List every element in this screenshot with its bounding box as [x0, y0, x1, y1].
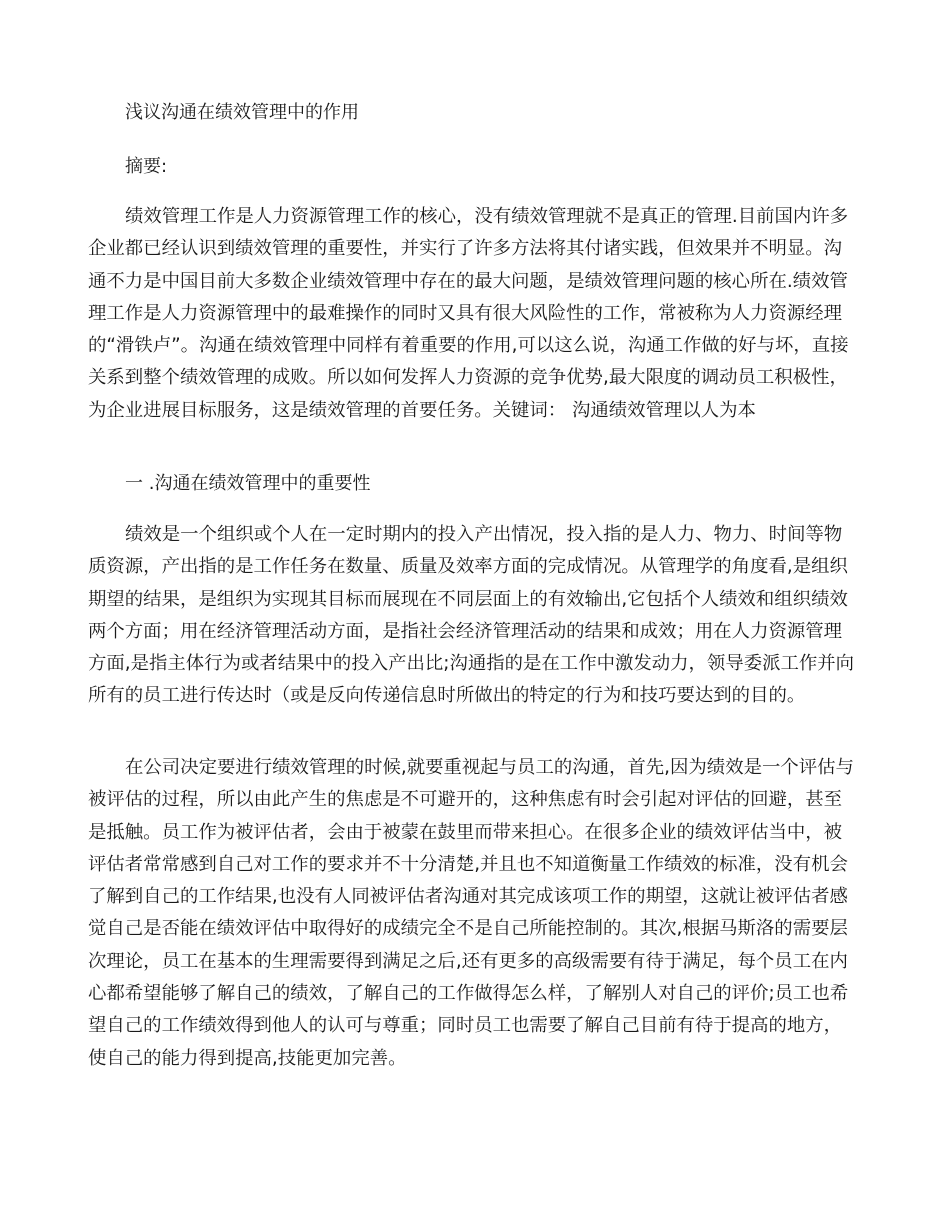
paragraph-line: 心都希望能够了解自己的绩效，了解自己的工作做得怎么样，了解别人对自己的评价;员工也希 [88, 983, 849, 1005]
abstract-line: 的“滑铁卢”。沟通在绩效管理中同样有着重要的作用,可以这么说，沟通工作做的好与坏，直接 [88, 335, 849, 357]
abstract-paragraph [88, 201, 868, 427]
paragraph-line: 被评估的过程，所以由此产生的焦虑是不可避开的，这种焦虑有时会引起对评估的回避，甚至 [88, 789, 843, 811]
abstract-line: 绩效管理工作是人力资源管理工作的核心，没有绩效管理就不是真正的管理.目前国内许多 [125, 206, 849, 227]
abstract-line: 关系到整个绩效管理的成败。所以如何发挥人力资源的竞争优势,最大限度的调动员工积极性， [88, 367, 848, 389]
abstract-line: 理工作是人力资源管理中的最难操作的同时又具有很大风险性的工作，常被称为人力资源经理 [88, 302, 843, 324]
paragraph-line: 是抵触。员工作为被评估者，会由于被蒙在鼓里而带来担心。在很多企业的绩效评估当中，被 [88, 821, 843, 843]
paragraph-line: 觉自己是否能在绩效评估中取得好的成绩完全不是自己所能控制的。其次,根据马斯洛的需要层 [88, 918, 848, 940]
paragraph-line: 所有的员工进行传达时（或是反向传递信息时所做出的特定的行为和技巧要达到的目的。 [88, 685, 806, 707]
paragraph-line: 评估者常常感到自己对工作的要求并不十分清楚,并且也不知道衡量工作绩效的标准，没有机会 [88, 853, 848, 875]
paragraph-line: 期望的结果，是组织为实现其目标而展现在不同层面上的有效输出,它包括个人绩效和组织绩效 [88, 588, 848, 610]
abstract-label: 摘要: [125, 156, 168, 177]
section-paragraph [88, 519, 868, 713]
paragraph-line: 在公司决定要进行绩效管理的时候,就要重视起与员工的沟通，首先,因为绩效是一个评估与 [125, 757, 854, 778]
section-paragraph [88, 752, 868, 1075]
paragraph-line: 方面,是指主体行为或者结果中的投入产出比;沟通指的是在工作中激发动力，领导委派工作并向 [88, 653, 855, 675]
paragraph-line: 两个方面；用在经济管理活动方面，是指社会经济管理活动的结果和成效；用在人力资源管理 [88, 620, 843, 642]
paragraph-line: 望自己的工作绩效得到他人的认可与尊重；同时员工也需要了解自己目前有待于提高的地方， [88, 1015, 843, 1037]
paragraph-line: 质资源，产出指的是工作任务在数量、质量及效率方面的完成情况。从管理学的角度看,是组织 [88, 556, 848, 578]
paragraph-line: 绩效是一个组织或个人在一定时期内的投入产出情况，投入指的是人力、物力、时间等物 [125, 524, 843, 545]
paragraph-line: 了解到自己的工作结果,也没有人同被评估者沟通对其完成该项工作的期望，这就让被评估者感 [88, 886, 848, 908]
paragraph-line: 次理论，员工在基本的生理需要得到满足之后,还有更多的高级需要有待于满足，每个员工在内 [88, 950, 848, 972]
document-title: 浅议沟通在绩效管理中的作用 [125, 102, 359, 123]
section-heading: 一 .沟通在绩效管理中的重要性 [125, 473, 371, 494]
abstract-line: 通不力是中国目前大多数企业绩效管理中存在的最大问题，是绩效管理问题的核心所在.绩效管 [88, 270, 848, 292]
abstract-line: 为企业进展目标服务，这是绩效管理的首要任务。关键词： 沟通绩效管理以人为本 [88, 399, 756, 421]
paragraph-line: 使自己的能力得到提高,技能更加完善。 [88, 1047, 407, 1069]
abstract-line: 企业都已经认识到绩效管理的重要性，并实行了许多方法将其付诸实践，但效果并不明显。沟 [88, 238, 843, 260]
